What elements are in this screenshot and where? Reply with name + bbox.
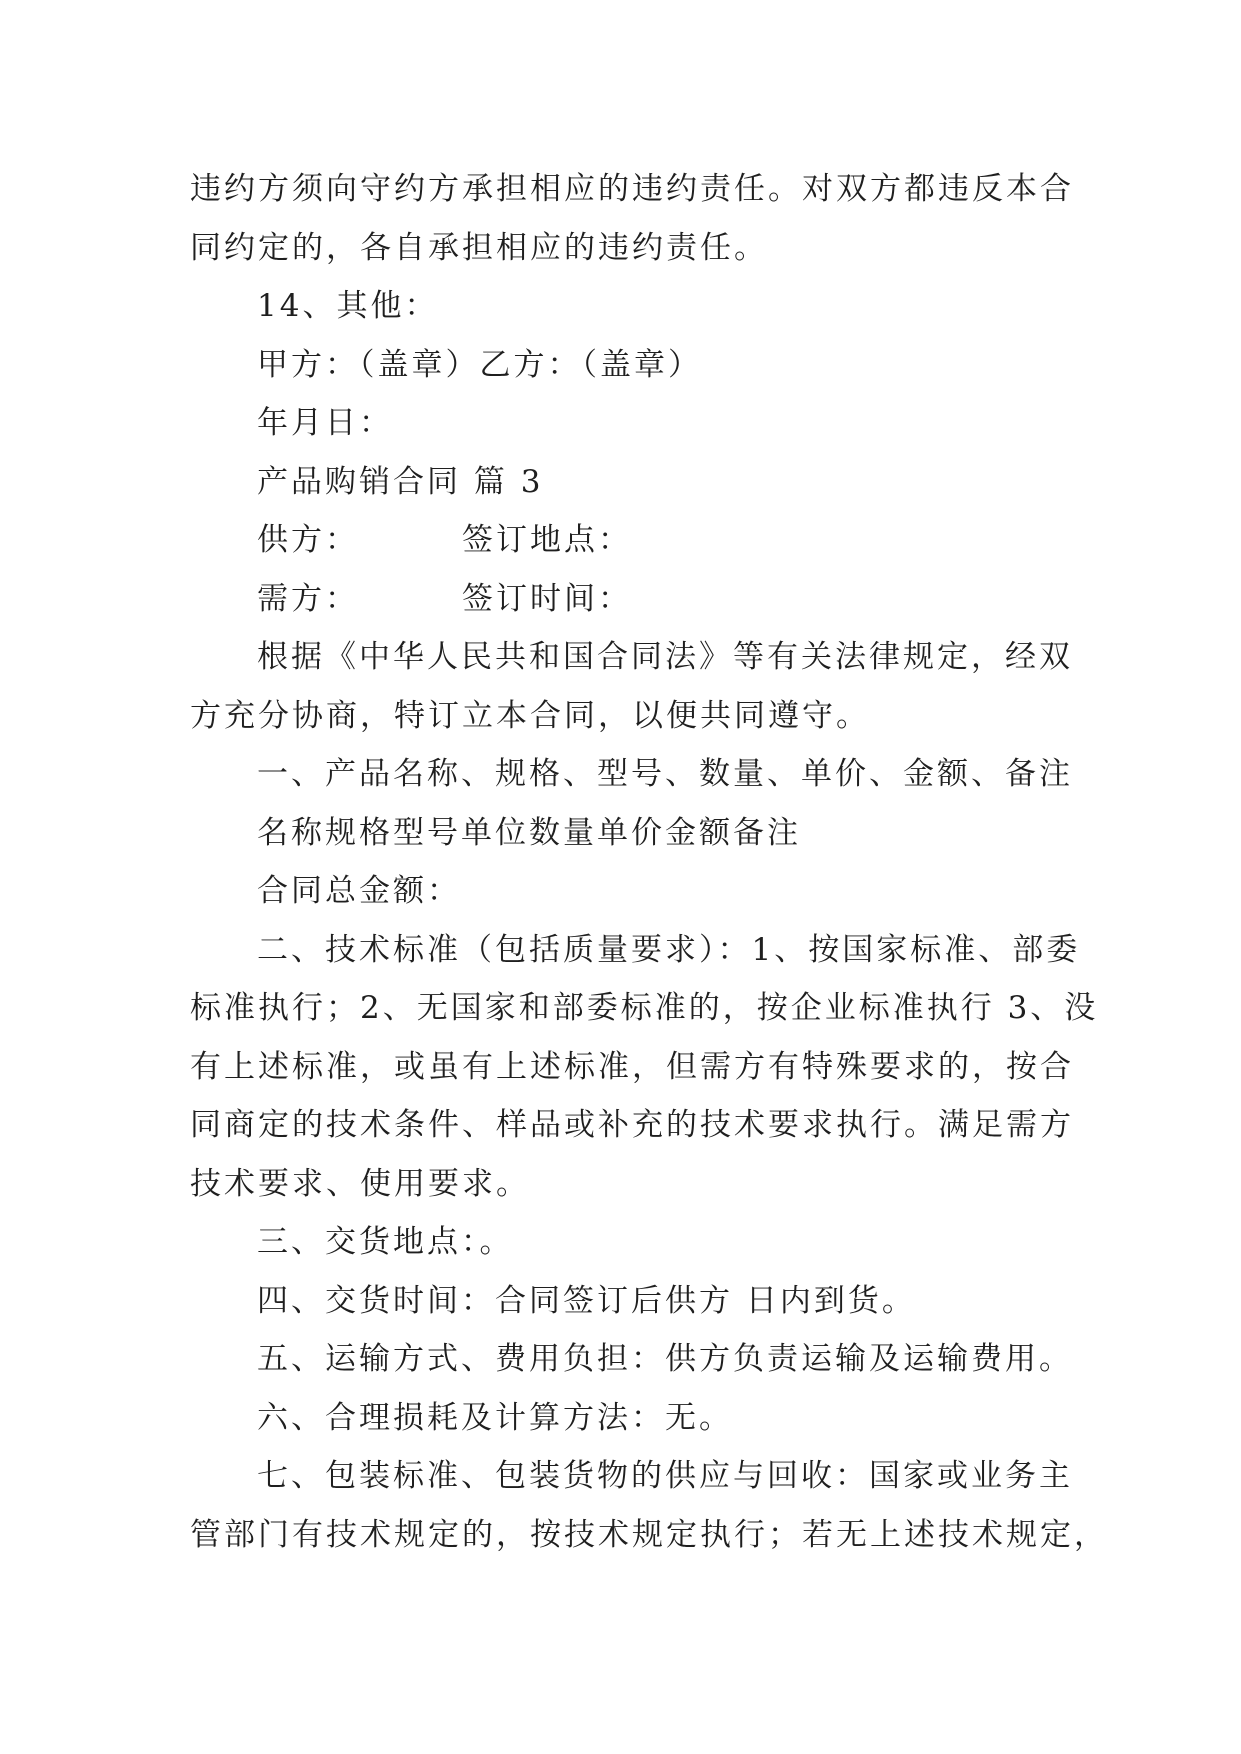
supplier-label: 供方：: [257, 522, 359, 558]
text-line: 14、其他：: [257, 288, 439, 324]
section-heading: 产品购销合同 篇 3: [257, 463, 544, 500]
text-line: 二、技术标准（包括质量要求）：1、按国家标准、部委: [257, 931, 1081, 968]
signing-place-label: 签订地点：: [462, 522, 632, 558]
text-line: 方充分协商，特订立本合同，以便共同遵守。: [190, 697, 870, 734]
text-line: 五、运输方式、费用负担：供方负责运输及运输费用。: [257, 1341, 1073, 1377]
text-line: 三、交货地点：。: [257, 1224, 514, 1260]
text-line: 根据《中华人民共和国合同法》等有关法律规定，经双: [257, 639, 1073, 675]
text-line: 六、合理损耗及计算方法：无。: [257, 1399, 733, 1436]
buyer-label: 需方：: [257, 580, 359, 617]
text-line: 名称规格型号单位数量单价金额备注: [257, 814, 801, 851]
text-line: 四、交货时间：合同签订后供方 日内到货。: [257, 1282, 916, 1319]
supplier-line: [190, 511, 1060, 570]
text-line: 年月日：: [257, 405, 393, 441]
text-line: 有上述标准，或虽有上述标准，但需方有特殊要求的，按合: [190, 1048, 1074, 1085]
signing-time-label: 签订时间：: [462, 580, 632, 617]
text-line: 同商定的技术条件、样品或补充的技术要求执行。满足需方: [190, 1107, 1074, 1143]
text-line: 违约方须向守约方承担相应的违约责任。对双方都违反本合: [190, 171, 1074, 207]
buyer-line: [190, 570, 1060, 629]
text-line: 七、包装标准、包装货物的供应与回收：国家或业务主: [257, 1458, 1073, 1494]
text-line: 一、产品名称、规格、型号、数量、单价、金额、备注: [257, 756, 1073, 792]
text-line: 技术要求、使用要求。: [190, 1165, 530, 1202]
text-line: 标准执行；2、无国家和部委标准的，按企业标准执行 3、没: [190, 990, 1099, 1026]
document-body: [190, 160, 1108, 1564]
text-line: 同约定的，各自承担相应的违约责任。: [190, 229, 768, 266]
text-line: 合同总金额：: [257, 873, 461, 909]
text-line: 甲方：（盖章）乙方：（盖章）: [257, 346, 702, 383]
text-line: 管部门有技术规定的，按技术规定执行；若无上述技术规定，: [190, 1516, 1108, 1553]
